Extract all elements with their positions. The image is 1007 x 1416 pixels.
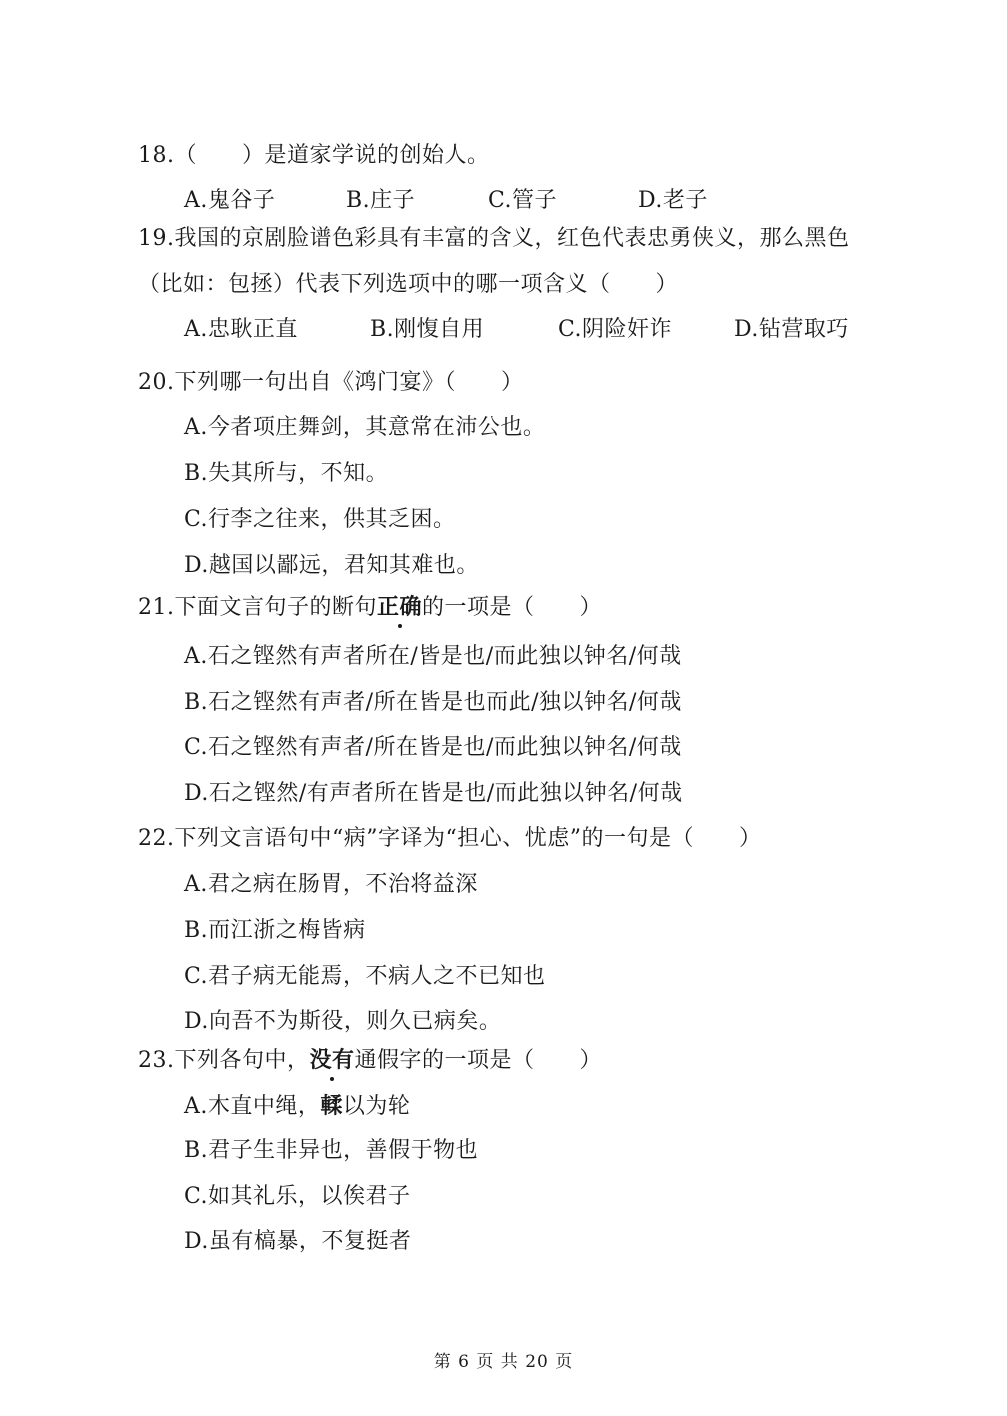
option-19-c: C.阴险奸诈 [558, 317, 673, 342]
question-23-stem-after: 通假字的一项是（ ） [354, 1048, 603, 1073]
option-19-b: B.刚愎自用 [370, 317, 485, 342]
option-23-b: B.君子生非异也，善假于物也 [184, 1138, 479, 1163]
page-number-footer: 第 6 页 共 20 页 [433, 1352, 574, 1372]
question-19-stem-line1: 19.我国的京剧脸谱色彩具有丰富的含义，红色代表忠勇侠义，那么黑色 [138, 226, 850, 251]
option-23-a-after: 以为轮 [342, 1094, 411, 1119]
option-23-d: D.虽有槁暴，不复挺者 [184, 1229, 412, 1254]
option-19-a: A.忠耿正直 [184, 317, 298, 342]
option-21-d: D.石之铿然/有声者所在皆是也/而此独以钟名/何哉 [184, 781, 683, 806]
option-18-d: D.老子 [638, 188, 708, 213]
question-23-stem-before: 23.下列各句中， [138, 1048, 310, 1073]
question-18-stem: 18.（ ）是道家学说的创始人。 [138, 143, 490, 168]
option-20-c: C.行李之往来，供其乏困。 [184, 507, 456, 532]
question-19-stem-line2: （比如：包拯）代表下列选项中的哪一项含义（ ） [138, 272, 679, 297]
option-18-a: A.鬼谷子 [184, 188, 276, 213]
option-20-b: B.失其所与，不知。 [184, 461, 389, 486]
option-22-c: C.君子病无能焉，不病人之不已知也 [184, 964, 546, 989]
question-20-stem: 20.下列哪一句出自《鸿门宴》（ ） [138, 370, 524, 395]
option-20-d: D.越国以鄙远，君知其难也。 [184, 553, 479, 578]
question-21-stem-after: 的一项是（ ） [422, 595, 603, 620]
option-22-b: B.而江浙之梅皆病 [184, 918, 366, 943]
option-18-b: B.庄子 [346, 188, 416, 213]
option-23-c: C.如其礼乐，以俟君子 [184, 1184, 411, 1209]
option-21-a: A.石之铿然有声者所在/皆是也/而此独以钟名/何哉 [184, 644, 682, 669]
question-21-stem [138, 592, 602, 623]
option-23-a [184, 1091, 410, 1122]
option-23-a-before: A.木直中绳， [184, 1094, 321, 1119]
option-23-a-bold-char: 輮 [320, 1093, 343, 1119]
question-23-emphasis: 没有 [309, 1047, 355, 1073]
option-20-a: A.今者项庄舞剑，其意常在沛公也。 [184, 415, 546, 440]
option-21-b: B.石之铿然有声者/所在皆是也而此/独以钟名/何哉 [184, 690, 682, 715]
question-21-stem-before: 21.下面文言句子的断句 [138, 595, 377, 620]
question-21-emphasis: 正确 [377, 594, 423, 620]
option-22-d: D.向吾不为斯役，则久已病矣。 [184, 1009, 502, 1034]
option-18-c: C.管子 [488, 188, 558, 213]
question-22-stem: 22.下列文言语句中“病”字译为“担心、忧虑”的一句是（ ） [138, 826, 762, 851]
option-21-c: C.石之铿然有声者/所在皆是也/而此独以钟名/何哉 [184, 735, 682, 760]
question-23-stem [138, 1045, 602, 1076]
option-19-d: D.钻营取巧 [734, 317, 849, 342]
option-22-a: A.君之病在肠胃，不治将益深 [184, 872, 478, 897]
